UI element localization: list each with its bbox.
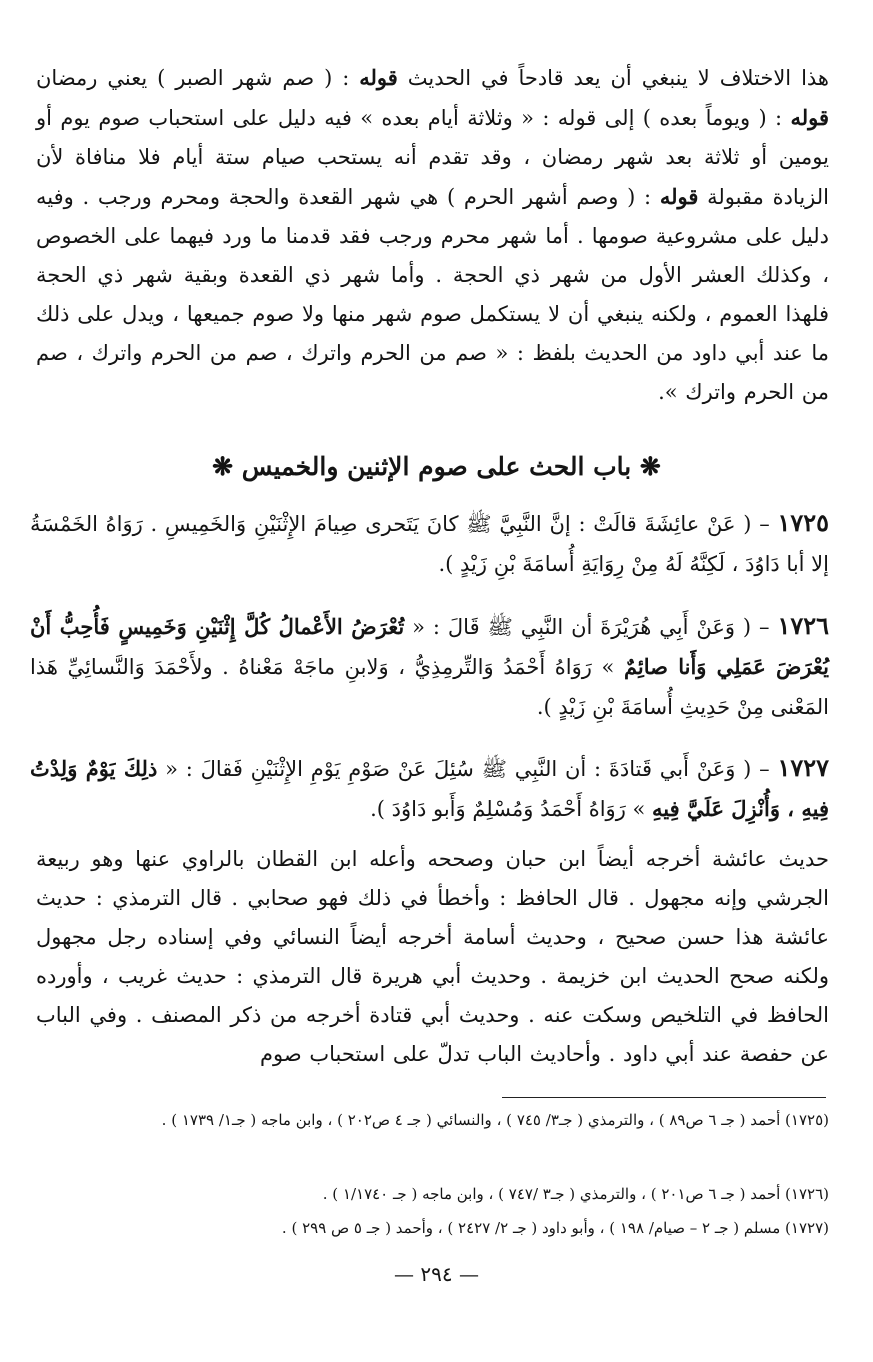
keyword-qawluhu-1: قوله xyxy=(359,65,398,90)
page-number: — ٢٩٤ — xyxy=(394,1262,479,1286)
intro-text-3: : ( ويوماً بعده ) إلى قوله : « وثلاثة أيام بعده » فيه دليل على استحباب صوم يوم أو يومين أو ثلاثة بعد شهر رمضان ، وقد تقدم أنه يستحب صيام ستة أيام فلا منافاة لأن الزيادة مقبولة xyxy=(36,106,829,209)
intro-text-4: : ( وصم أشهر الحرم ) هي شهر القعدة والحجة ومحرم ورجب . وفيه دليل على مشروعية صومها . أما شهر محرم ورجب فقد قدمنا ما ورد فيهما على الخصوص ، وكذلك العشر الأول من شهر ذي الحجة . وأما شهر ذي القعدة وبقية شهر ذي الحجة فلهذا العموم ، ولكنه ينبغي أن لا يستكمل صوم شهر منها ولا صوم جميعها ، ويدل على ذلك ما عند أبي داود من الحديث بلفظ : « صم من الحرم واترك ، صم من الحرم واترك ، صم من الحرم واترك ». xyxy=(36,185,829,404)
intro-text-2: : ( صم شهر الصبر ) يعني رمضان xyxy=(36,66,360,90)
hadith-number: ١٧٢٥ xyxy=(777,508,829,537)
footnote-divider xyxy=(502,1097,826,1098)
chapter-heading: ❋ باب الحث على صوم الإثنين والخميس ❋ xyxy=(212,452,661,481)
hadith-text: – ( وَعَنْ أَبي قَتادَةَ : أن النَّبِي ﷺ سُئِلَ عَنْ صَوْمِ يَوْمِ الإِثْنَيْنِ فَقالَ : « xyxy=(157,757,778,781)
hadith-number: ١٧٢٧ xyxy=(777,753,829,782)
footnote-1726: (١٧٢٦) أحمد ( جـ ٦ ص٢٠١ ) ، والترمذي ( جـ٣ /٧٤٧ ) ، وابن ماجه ( جـ ١/١٧٤٠ ) . xyxy=(322,1185,829,1203)
intro-text-1: هذا الاختلاف لا ينبغي أن يعد قادحاً في الحديث xyxy=(397,66,830,90)
keyword-qawluhu-3: قوله xyxy=(659,184,699,209)
hadith-text: » رَوَاهُ أَحْمَدُ وَالتِّرمِذِيُّ ، وَلابنِ ماجَهْ مَعْناهُ . ولأَحْمَدَ وَالنَّسائِيِّ هَذا المَعْنى مِنْ حَدِيثِ أُسامَةَ بْنِ زَيْدٍ ). xyxy=(30,655,829,719)
intro-paragraph xyxy=(36,58,829,412)
hadith-text: – ( عَنْ عائِشَةَ قالَتْ : إنَّ النَّبِيَّ ﷺ كانَ يَتَحرى صِيامَ الإِثْنَيْنِ وَالخَمِيسِ . رَوَاهُ الخَمْسَةُ إلا أبا دَاوُدَ ، لَكِنَّهُ لَهُ مِنْ رِوَايَةِ أُسامَةَ بْنِ زَيْدٍ ). xyxy=(30,512,829,576)
prophetic-quote: تُعْرَضُ الأَعْمالُ كُلَّ إِثْنَيْنِ وَخَمِيسٍ فَأُحِبُّ أَنْ يُعْرَضَ عَمَلِي وَأَنا صائِمٌ xyxy=(30,614,829,679)
hadith-number: ١٧٢٦ xyxy=(777,611,829,640)
hadith-1725 xyxy=(30,503,829,584)
commentary-paragraph: حديث عائشة أخرجه أيضاً ابن حبان وصححه وأعله ابن القطان بالراوي عنها وهو ربيعة الجرشي وإنه مجهول . قال الحافظ : وأخطأ في ذلك فهو صحابي . قال الترمذي : حديث عائشة هذا حسن صحيح ، وحديث أسامة أخرجه أيضاً النسائي وفي إسناده رجل مجهول ولكنه صحح الحديث ابن خزيمة . وحديث أبي هريرة قال الترمذي : حديث غريب ، وأورده الحافظ في التلخيص وسكت عنه . وحديث أبي قتادة أخرجه من ذكر المصنف . وفي الباب عن حفصة عند أبي داود . وأحاديث الباب تدلّ على استحباب صوم xyxy=(36,847,829,1066)
hadith-text: – ( وَعَنْ أَبِي هُرَيْرَةَ أن النَّبِي ﷺ قَالَ : « xyxy=(404,615,778,639)
hadith-1726 xyxy=(30,606,829,727)
footnote-1727: (١٧٢٧) مسلم ( جـ ٢ – صيام/ ١٩٨ ) ، وأبو داود ( جـ ٢/ ٢٤٢٧ ) ، وأحمد ( جـ ٥ ص ٢٩٩ ) . xyxy=(281,1219,829,1237)
hadith-1727 xyxy=(30,748,829,829)
footnote-1725: (١٧٢٥) أحمد ( جـ ٦ ص٨٩ ) ، والترمذي ( جـ٣/ ٧٤٥ ) ، والنسائي ( جـ ٤ ص٢٠٢ ) ، وابن ماجه ( جـ١/ ١٧٣٩ ) . xyxy=(161,1111,829,1129)
prophetic-quote: ذلِكَ يَوْمٌ وَلِدْتُ فِيهِ ، وَأُنْزِلَ عَلَيَّ فِيهِ xyxy=(30,756,829,821)
keyword-qawluhu-2: قوله xyxy=(790,105,829,130)
hadith-text: » رَوَاهُ أَحْمَدُ وَمُسْلِمٌ وَأَبو دَاوُدَ ). xyxy=(370,797,653,821)
